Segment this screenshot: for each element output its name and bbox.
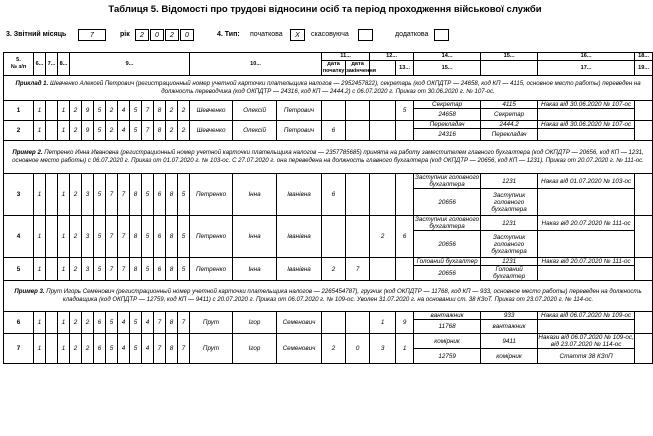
- tax-id-digit: 2: [70, 121, 82, 141]
- patronymic: Петрович: [277, 121, 322, 141]
- position-name-cell: вантажник: [481, 320, 538, 334]
- tax-id-digit: 2: [178, 121, 190, 141]
- end-date-cell: [346, 174, 370, 216]
- tax-id-digit: 5: [94, 121, 106, 141]
- position-cell: Головний бухгалтер: [414, 258, 481, 266]
- order-cell: Наказ від 20.07.2020 № 111-ос: [538, 258, 635, 266]
- patronymic: Семенович: [277, 312, 322, 334]
- col-18-header: 18...: [635, 53, 653, 61]
- employment-table: [3, 52, 653, 364]
- col-18-cell: [635, 216, 653, 258]
- tax-id-digit: 6: [154, 216, 166, 258]
- tax-id-digit: 1: [58, 216, 70, 258]
- example-row: [4, 281, 653, 312]
- tax-id-digit: 1: [58, 101, 70, 121]
- row-col-7: [46, 174, 58, 216]
- col-13-header: 13...: [396, 61, 414, 76]
- end-date-cell: 7: [346, 258, 370, 281]
- tax-id-digit: 8: [130, 216, 142, 258]
- position-code-cell: 12759: [414, 349, 481, 364]
- tax-id-digit: 1: [58, 258, 70, 281]
- col-13-cell: [396, 121, 414, 141]
- position-name-cell: Перекладач: [481, 129, 538, 141]
- tax-id-digit: 4: [118, 121, 130, 141]
- code-cell: 4115: [481, 101, 538, 109]
- col-12-cell: [370, 258, 396, 281]
- tax-id-digit: 1: [58, 174, 70, 216]
- col-9-header: 9...: [70, 53, 190, 76]
- row-col-7: [46, 312, 58, 334]
- reason-cell: [538, 109, 635, 121]
- start-date-cell: 6: [322, 174, 346, 216]
- tax-id-digit: 7: [106, 216, 118, 258]
- position-cell: Перекладач: [414, 121, 481, 129]
- tax-id-digit: 2: [70, 334, 82, 364]
- patronymic: Іванівна: [277, 216, 322, 258]
- col-13-cell: [396, 174, 414, 216]
- tax-id-digit: 4: [118, 312, 130, 334]
- example-body: Петренко Инна Ивановна (регистрационный номер учетной карточки плательщика налогов — 2357785685) принята на работу заместителем главного бухгалтера (код ОКПДТР — 20656, код КП — 1231, основное место работы) с 06.07.2020 г. Приказ от 01.07.2020 г. № 103-ос. С 27.07.2020 г. она переведена на должность главного бухгалтера (код ОКПДТР — 20656, код КП — 1231). Приказ от 20.07.2020 г. № 111-ос.: [12, 148, 644, 164]
- row-col-7: [46, 258, 58, 281]
- col-14-header: 14...: [414, 53, 481, 61]
- tax-id-digit: 9: [82, 101, 94, 121]
- end-date-cell: 0: [346, 334, 370, 364]
- tax-id-digit: 6: [94, 334, 106, 364]
- table-title: Таблиця 5. Відомості про трудові відносини осіб та період проходження військової служби: [108, 4, 542, 15]
- tax-id-digit: 2: [178, 101, 190, 121]
- tax-id-digit: 5: [94, 216, 106, 258]
- year-digit-3[interactable]: 2: [165, 29, 179, 41]
- col-13-cell: 6: [396, 216, 414, 258]
- surname: Петренко: [190, 216, 233, 258]
- tax-id-digit: 2: [166, 101, 178, 121]
- order-cell: Накази від 06.07.2020 № 109-ос, від 23.07.2020 № 114-ос: [538, 334, 634, 348]
- type-extra-label: додаткова: [395, 31, 429, 38]
- year-label: рік: [120, 31, 130, 38]
- tax-id-digit: 2: [70, 216, 82, 258]
- tax-id-digit: 8: [166, 312, 178, 334]
- end-date-cell: [346, 216, 370, 258]
- row-col-6: 1: [34, 174, 46, 216]
- surname: Петренко: [190, 258, 233, 281]
- tax-id-digit: 2: [70, 258, 82, 281]
- tax-id-digit: 5: [178, 216, 190, 258]
- reason-cell: [538, 320, 635, 334]
- tax-id-digit: 5: [142, 216, 154, 258]
- position-code-cell: 20656: [414, 189, 481, 216]
- row-number: 1: [4, 101, 34, 121]
- tax-id-digit: 3: [82, 174, 94, 216]
- surname: Петренко: [190, 174, 233, 216]
- tax-id-digit: 5: [106, 334, 118, 364]
- table-row: [4, 258, 653, 266]
- row-col-6: 1: [34, 312, 46, 334]
- tax-id-digit: 1: [58, 334, 70, 364]
- tax-id-digit: 2: [106, 101, 118, 121]
- col-8-header: 8...: [58, 53, 70, 76]
- first-name: Інна: [233, 216, 277, 258]
- col-7-header: 7...: [46, 53, 58, 76]
- table-row: [4, 101, 653, 109]
- row-col-7: [46, 121, 58, 141]
- reason-cell: [538, 231, 635, 258]
- col-12-header: 12...: [370, 53, 414, 61]
- example-label: Пример 3.: [14, 287, 45, 295]
- reason-cell: [538, 266, 635, 281]
- order-cell: Наказ від 01.07.2020 № 103-ос: [538, 174, 635, 189]
- reason-cell: Стаття 38 КЗпП: [538, 349, 635, 364]
- first-name: Інна: [233, 258, 277, 281]
- code-cell: 1231: [481, 258, 538, 266]
- col-12-cell: 1: [370, 312, 396, 334]
- month-label: 3. Звітний місяць: [6, 31, 67, 38]
- order-cell: Наказ від 20.07.2020 № 111-ос: [538, 216, 635, 231]
- row-number: 7: [4, 334, 34, 364]
- example-body: Прут Игорь Семенович (регистрационный номер учетной карточки плательщика налогов — 2265454787), грузчик (код ОКПДТР — 11768, код КП — 933, основное место работы) переведен на должность кладовщика (код ОКПДТР — 12759, код КП — 9411) с 20.07.2020 г. Приказ от 06.07.2020 г. № 109-ос. Уволен 31.07.2020 г. на основании ст. 38 КЗоТ. Приказ от 23.07.2020 г. № 114-ос.: [44, 287, 642, 303]
- tax-id-digit: 5: [106, 312, 118, 334]
- year-digit-2[interactable]: 0: [150, 29, 164, 41]
- start-date-cell: [322, 216, 346, 258]
- surname: Прут: [190, 312, 233, 334]
- tax-id-digit: 3: [82, 216, 94, 258]
- row-col-7: [46, 101, 58, 121]
- tax-id-digit: 4: [118, 101, 130, 121]
- position-code-cell: 20656: [414, 266, 481, 281]
- tax-id-digit: 5: [94, 258, 106, 281]
- row-col-6: 1: [34, 216, 46, 258]
- start-date-cell: 2: [322, 258, 346, 281]
- code-cell: 933: [481, 312, 538, 320]
- code-cell: 9411: [481, 334, 538, 349]
- table-row: [4, 216, 653, 231]
- table-row: [4, 174, 653, 189]
- col-11b-header: дата закінчення: [346, 61, 376, 74]
- patronymic: Семенович: [277, 334, 322, 364]
- col-12-cell: [370, 101, 396, 121]
- col-5-header: 5. № з/п: [4, 53, 34, 76]
- patronymic: Іванівна: [277, 174, 322, 216]
- col-15-sub-header: 15...: [414, 61, 481, 76]
- col-18-cell: [635, 174, 653, 216]
- col-17-header: 17...: [538, 61, 635, 76]
- tax-id-digit: 7: [178, 334, 190, 364]
- position-name-cell: комірник: [481, 349, 538, 364]
- tax-id-digit: 2: [82, 312, 94, 334]
- surname: Шевченко: [190, 121, 233, 141]
- position-code-cell: 20656: [414, 231, 481, 258]
- tax-id-digit: 7: [106, 174, 118, 216]
- position-cell: вантажник: [414, 312, 481, 320]
- col-6-header: 6...: [34, 53, 46, 76]
- tax-id-digit: 5: [130, 312, 142, 334]
- end-date-cell: [346, 312, 370, 334]
- col-13-cell: [396, 258, 414, 281]
- first-name: Ігор: [233, 312, 277, 334]
- tax-id-digit: 7: [142, 121, 154, 141]
- order-cell: Наказ від 30.06.2020 № 107-ос: [538, 101, 635, 109]
- tax-id-digit: 2: [166, 121, 178, 141]
- start-date-cell: [322, 101, 346, 121]
- tax-id-digit: 7: [178, 312, 190, 334]
- order-cell: Наказ від 30.06.2020 № 107-ос: [538, 121, 635, 129]
- type-extra-checkbox[interactable]: [434, 29, 449, 41]
- start-date-cell: [322, 312, 346, 334]
- type-cancel-label: скасовуюча: [311, 31, 349, 38]
- type-label: 4. Тип:: [217, 31, 240, 38]
- tax-id-digit: 8: [154, 101, 166, 121]
- row-number: 2: [4, 121, 34, 141]
- col-12-cell: [370, 174, 396, 216]
- tax-id-digit: 8: [130, 174, 142, 216]
- year-digit-4[interactable]: 0: [180, 29, 194, 41]
- first-name: Інна: [233, 174, 277, 216]
- end-date-cell: [346, 101, 370, 121]
- tax-id-digit: 1: [58, 312, 70, 334]
- tax-id-digit: 8: [166, 258, 178, 281]
- position-cell: Заступник головного бухгалтера: [415, 174, 480, 188]
- row-col-6: 1: [34, 101, 46, 121]
- tax-id-digit: 7: [154, 334, 166, 364]
- position-code-cell: 24658: [414, 109, 481, 121]
- row-number: 6: [4, 312, 34, 334]
- example-text: [4, 76, 653, 101]
- col-15-header: 15...: [481, 53, 538, 61]
- reason-cell: [538, 129, 635, 141]
- tax-id-digit: 7: [154, 312, 166, 334]
- tax-id-digit: 4: [142, 312, 154, 334]
- position-cell: комірник: [414, 334, 481, 349]
- tax-id-digit: 2: [70, 312, 82, 334]
- type-initial-checkbox[interactable]: X: [290, 29, 305, 41]
- col-13-cell: 5: [396, 101, 414, 121]
- row-col-6: 1: [34, 258, 46, 281]
- type-cancel-checkbox[interactable]: [358, 29, 373, 41]
- col-10-header: 10...: [190, 53, 322, 76]
- example-text: [4, 141, 653, 174]
- tax-id-digit: 8: [154, 121, 166, 141]
- position-name-cell: Головний бухгалтер: [481, 266, 538, 281]
- row-col-6: 1: [34, 334, 46, 364]
- tax-id-digit: 9: [82, 121, 94, 141]
- tax-id-digit: 7: [118, 216, 130, 258]
- tax-id-digit: 5: [130, 101, 142, 121]
- row-col-7: [46, 216, 58, 258]
- example-label: Приклад 1.: [15, 79, 49, 87]
- col-13-cell: 9: [396, 312, 414, 334]
- first-name: Ігор: [233, 334, 277, 364]
- code-cell: 1231: [481, 216, 538, 231]
- row-number: 4: [4, 216, 34, 258]
- example-body: Шевченко Алексей Петрович (регистрационный номер учетной карточки плательщика налогов — 2952457822), секретарь (код ОКПДТР — 24658, код КП — 4115, основное место работы) переведен на должность переводчика (код ОКПДТР — 24316, код КП — 2444.2) с 06.07.2020 г. Приказ от 30.06.2020 г. № 107-ос.: [48, 79, 641, 95]
- tax-id-digit: 4: [118, 334, 130, 364]
- col-12-cell: 2: [370, 216, 396, 258]
- tax-id-digit: 5: [94, 174, 106, 216]
- start-date-cell: 6: [322, 121, 346, 141]
- col-11a-header: дата початку: [322, 61, 345, 74]
- tax-id-digit: 8: [166, 174, 178, 216]
- position-code-cell: 11768: [414, 320, 481, 334]
- example-row: [4, 141, 653, 174]
- tax-id-digit: 4: [142, 334, 154, 364]
- table-row: [4, 334, 653, 349]
- type-initial-label: початкова: [250, 31, 283, 38]
- tax-id-digit: 2: [70, 101, 82, 121]
- start-date-cell: 2: [322, 334, 346, 364]
- tax-id-digit: 5: [130, 121, 142, 141]
- col-18-cell: [635, 334, 653, 364]
- tax-id-digit: 7: [142, 101, 154, 121]
- tax-id-digit: 1: [58, 121, 70, 141]
- tax-id-digit: 5: [178, 174, 190, 216]
- col-19-header: 19...: [635, 61, 653, 76]
- row-col-7: [46, 334, 58, 364]
- position-name-cell: Заступник головного бухгалтера: [481, 231, 538, 258]
- example-text: [4, 281, 653, 312]
- tax-id-digit: 8: [166, 216, 178, 258]
- tax-id-digit: 8: [130, 258, 142, 281]
- year-digit-1[interactable]: 2: [135, 29, 149, 41]
- tax-id-digit: 8: [166, 334, 178, 364]
- tax-id-digit: 2: [70, 174, 82, 216]
- patronymic: Іванівна: [277, 258, 322, 281]
- patronymic: Петрович: [277, 101, 322, 121]
- col-18-cell: [635, 312, 653, 334]
- tax-id-digit: 7: [118, 174, 130, 216]
- example-label: Пример 2.: [12, 148, 43, 156]
- tax-id-digit: 5: [130, 334, 142, 364]
- col-12-cell: [370, 121, 396, 141]
- col-18-cell: [635, 121, 653, 141]
- col-12-cell: 3: [370, 334, 396, 364]
- col-18-cell: [635, 101, 653, 121]
- tax-id-digit: 6: [154, 258, 166, 281]
- reason-cell: [538, 189, 635, 216]
- row-number: 5: [4, 258, 34, 281]
- row-col-6: 1: [34, 121, 46, 141]
- row-number: 3: [4, 174, 34, 216]
- tax-id-digit: 6: [154, 174, 166, 216]
- col-18-cell: [635, 258, 653, 281]
- tax-id-digit: 5: [178, 258, 190, 281]
- col-16-header: 16...: [538, 53, 635, 61]
- end-date-cell: [346, 121, 370, 141]
- surname: Шевченко: [190, 101, 233, 121]
- table-row: [4, 121, 653, 129]
- code-cell: 1231: [481, 174, 538, 189]
- position-name-cell: Заступник головного бухгалтера: [481, 189, 538, 216]
- position-cell: Заступник головного бухгалтера: [415, 216, 480, 230]
- first-name: Олексій: [233, 121, 277, 141]
- code-cell: 2444.2: [481, 121, 538, 129]
- tax-id-digit: 7: [106, 258, 118, 281]
- position-name-cell: Секретар: [481, 109, 538, 121]
- tax-id-digit: 3: [82, 258, 94, 281]
- surname: Прут: [190, 334, 233, 364]
- position-cell: Секретар: [414, 101, 481, 109]
- table-row: [4, 312, 653, 320]
- tax-id-digit: 2: [82, 334, 94, 364]
- col-11-header: 11...: [322, 53, 370, 61]
- month-input[interactable]: 7: [78, 29, 106, 41]
- tax-id-digit: 2: [106, 121, 118, 141]
- tax-id-digit: 6: [94, 312, 106, 334]
- tax-id-digit: 5: [142, 258, 154, 281]
- tax-id-digit: 5: [142, 174, 154, 216]
- col-16-sub-header: [481, 61, 538, 76]
- tax-id-digit: 7: [118, 258, 130, 281]
- header-row: [4, 53, 653, 61]
- first-name: Олексій: [233, 101, 277, 121]
- tax-id-digit: 5: [94, 101, 106, 121]
- col-13-cell: 1: [396, 334, 414, 364]
- example-row: [4, 76, 653, 101]
- position-code-cell: 24316: [414, 129, 481, 141]
- order-cell: Наказ від 06.07.2020 № 109-ос: [538, 312, 635, 320]
